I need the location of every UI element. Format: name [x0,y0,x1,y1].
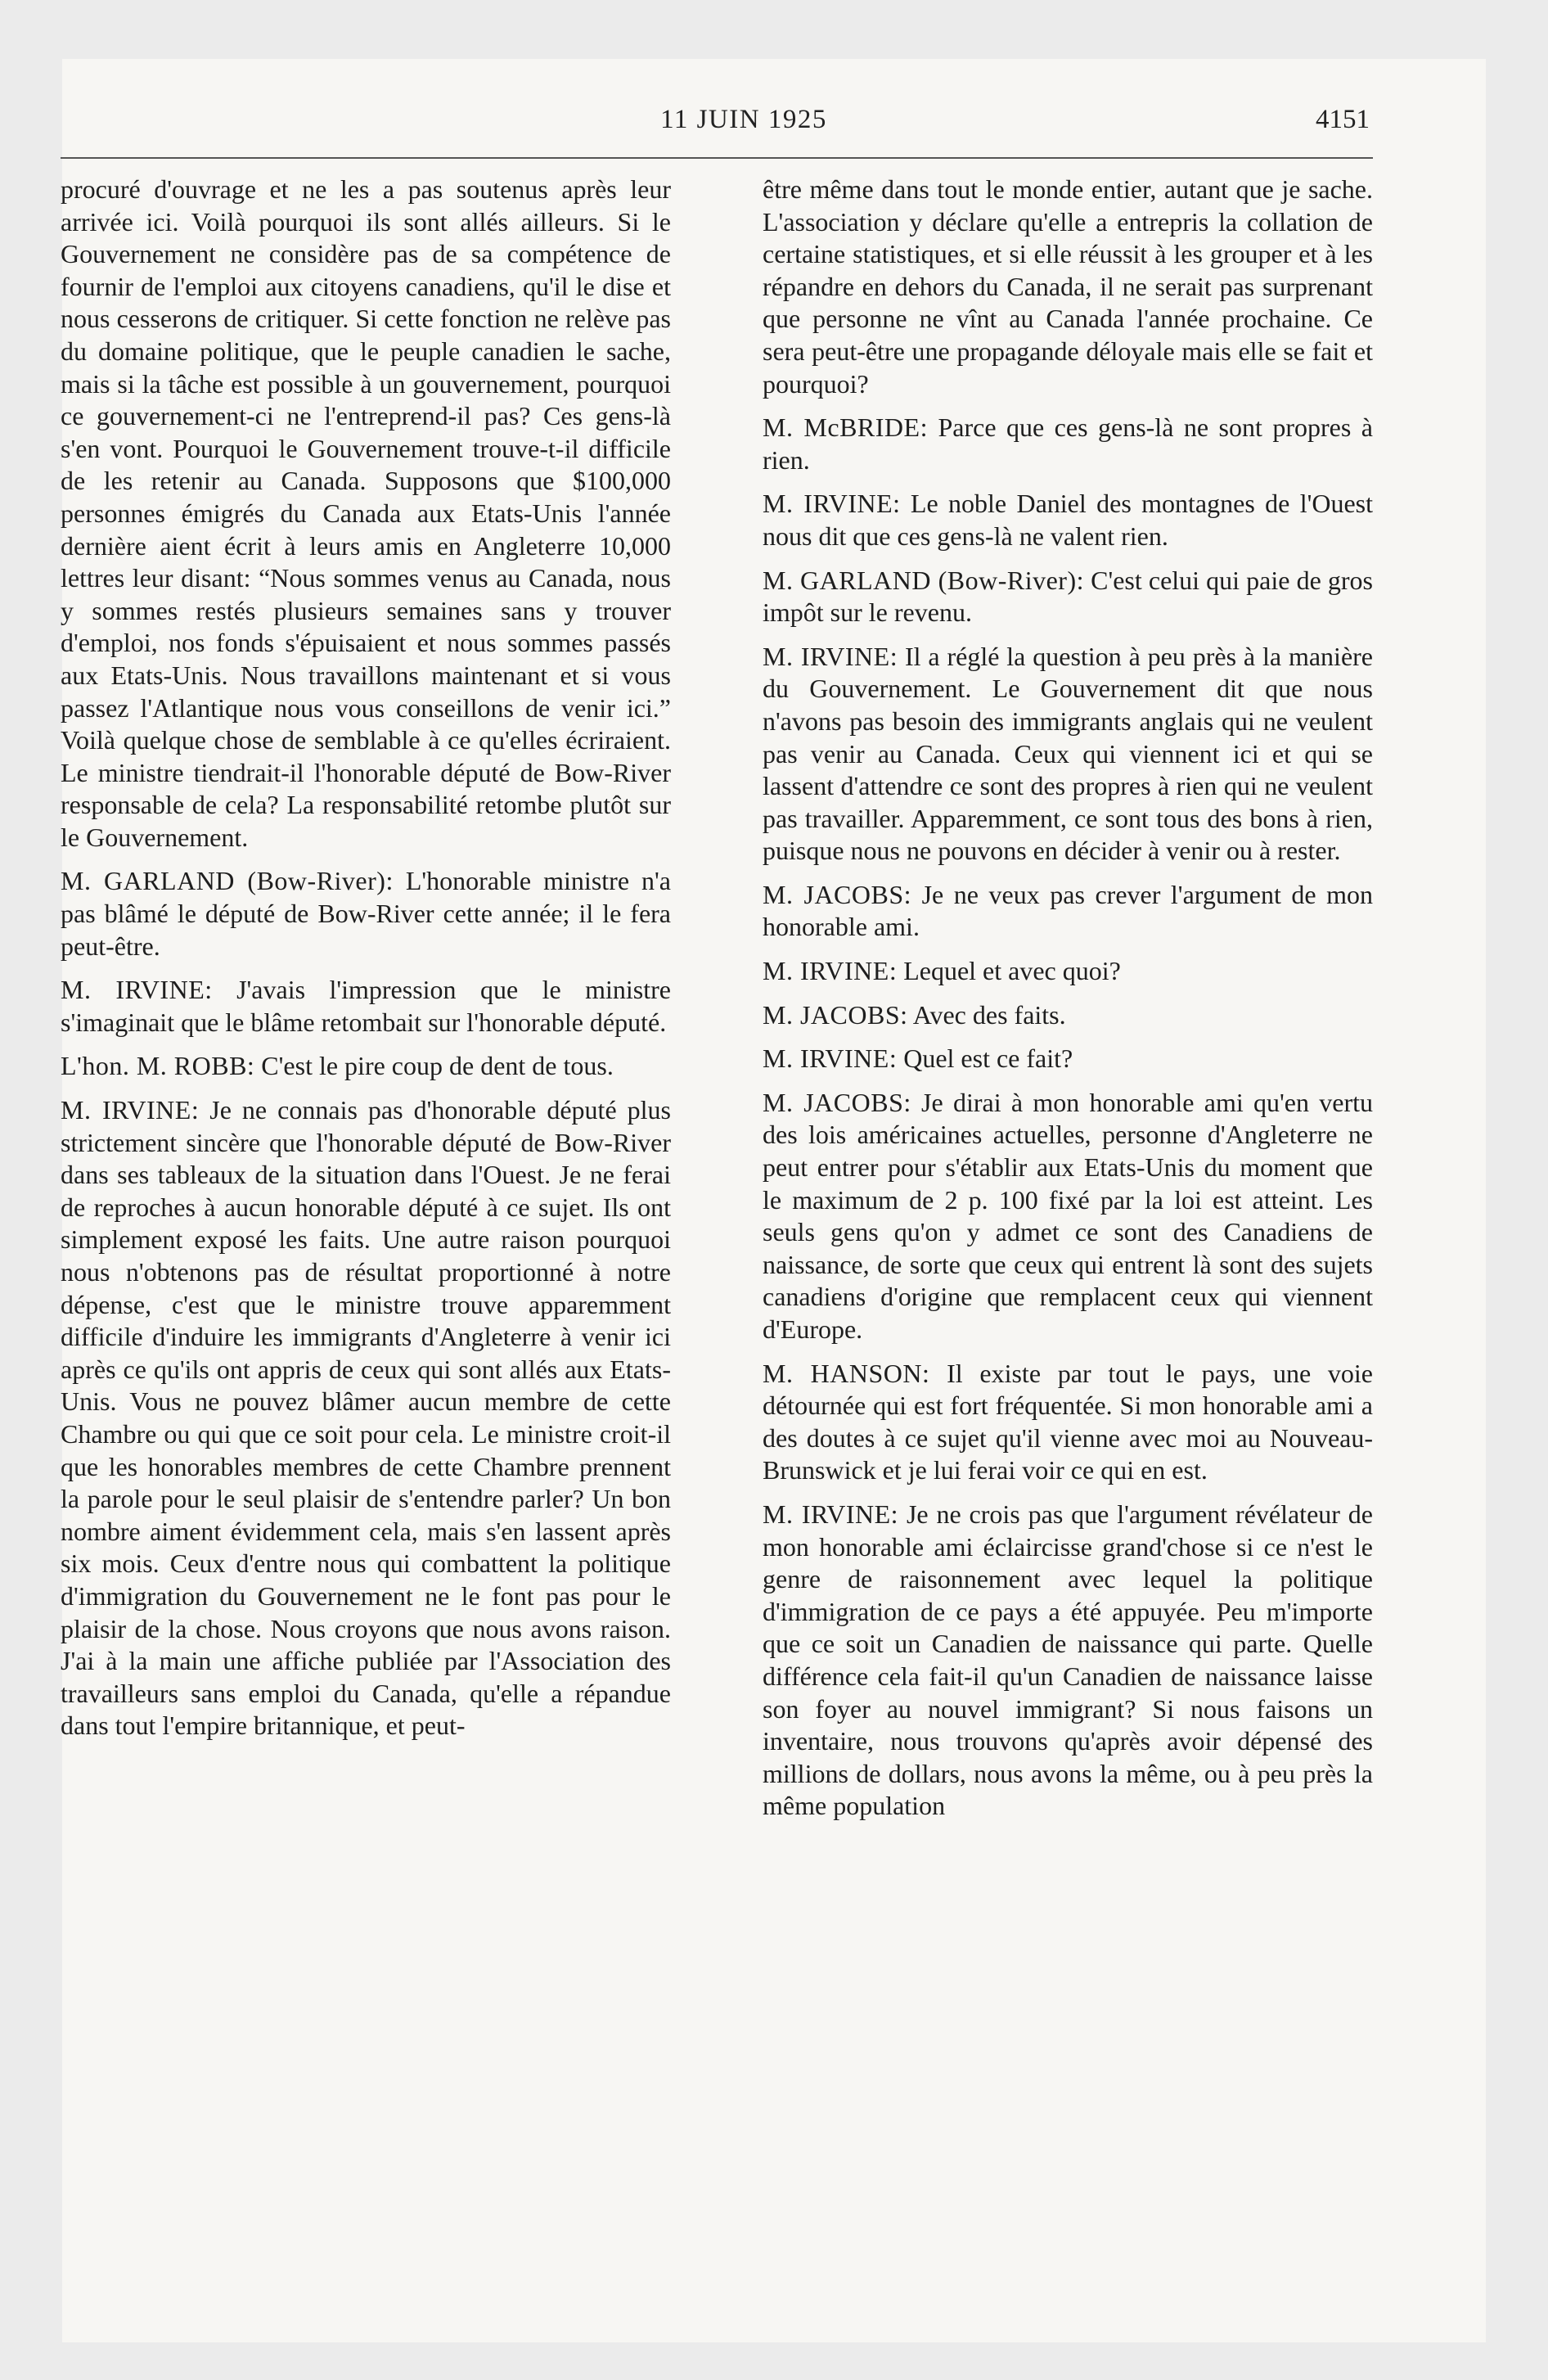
speech-paragraph [763,565,1373,629]
speaker-name: M. JACOBS: [763,999,908,1030]
speech-paragraph [763,1499,1373,1823]
speech-text: Parce que ces gens-là ne sont propres à rien. [763,412,1374,475]
speech-text: Il a réglé la question à peu près à la manière du Gouvernement. Le Gouvernement dit que nous n'avons pas besoin des immigrants anglais qui ne veulent pas venir au Canada. Ceux qui viennent ici et qui se lassent d'attendre ce sont des propres à rien qui ne veulent pas travailler. Apparemment, ce sont tous des bons à rien, puisque nous ne pouvons en décider à venir ou à rester. [763,641,1373,866]
header-date: 11 JUIN 1925 [660,105,827,134]
speech-paragraph [763,1358,1373,1487]
right-column [763,174,1373,1834]
speech-text: Avec des faits. [907,999,1066,1030]
speaker-name: M. IRVINE: [763,641,898,671]
speech-text: Je ne veux pas crever l'argument de mon honorable ami. [763,879,1374,942]
speech-text: Je dirai à mon honorable ami qu'en vertu des lois américaines actuelles, personne d'Angleterre ne peut entrer pour s'établir aux Etats-Unis du moment que le maximum de 2 p. 100 fixé par la loi est atteint. Les seuls gens qu'on y admet ce sont des Canadiens de naissance, de sorte que ceux qui entrent là sont des sujets canadiens d'origine que remplacent ceux qui viennent d'Europe. [763,1087,1374,1344]
speech-paragraph [763,955,1373,988]
speech-text: Je ne connais pas d'honorable député plus strictement sincère que l'honorable député de Bow-River dans ses tableaux de la situation dans l'Ouest. Je ne ferai de reproches à aucun honorable député à ce sujet. Ils ont simplement exposé les faits. Une autre raison pourquoi nous n'obtenons pas de résultat proportionné à notre dépense, c'est que le ministre trouve apparemment difficile d'induire les immigrants d'Angleterre à venir ici après ce qu'ils ont appris de ceux qui sont allés aux Etats-Unis. Vous ne pouvez blâmer aucun membre de cette Chambre ou qui que ce soit pour cela. Le ministre croit-il que les honorables membres de cette Chambre prennent la parole pour le seul plaisir de s'entendre parler? Un bon nombre aiment évidemment cela, mais s'en lassent après six mois. Ceux d'entre nous qui combattent la politique d'immigration du Gouvernement ne le font pas pour le plaisir de la chose. Nous croyons que nous avons raison. J'ai à la main une affiche publiée par l'Association des travailleurs sans emploi du Canada, qu'elle a répandue dans tout l'empire britannique, et peut- [61,1095,672,1741]
speech-paragraph [61,1050,671,1083]
speaker-name: M. JACOBS: [763,879,912,909]
speech-paragraph [61,974,671,1039]
speaker-name: M. IRVINE: [763,1499,899,1529]
speech-paragraph [763,879,1373,944]
speaker-name: M. IRVINE: [763,489,901,519]
speaker-name: M. JACOBS: [763,1087,911,1117]
speaker-name: M. GARLAND (Bow-River): [61,866,394,896]
speaker-name: M. McBRIDE: [763,412,928,443]
speaker-name: M. IRVINE: [61,1095,200,1125]
speech-paragraph [61,865,671,962]
speech-text: Il existe par tout le pays, une voie détournée qui est fort fréquentée. Si mon honorable ami a des doutes à ce sujet qu'il vienne avec moi au Nouveau-Brunswick et je lui ferai voir ce qui en est. [763,1358,1374,1485]
speech-text: Je ne crois pas que l'argument révélateur de mon honorable ami éclaircisse grand'chose si ce n'est le genre de raisonnement avec lequel la politique d'immigration de ce pays a été appuyée. Peu m'importe que ce soit un Canadien de naissance qui parte. Quelle différence cela fait-il qu'un Canadien de naissance laisse son foyer au nouvel immigrant? Si nous faisons un inventaire, nous trouvons qu'après avoir dépensé des millions de dollars, nous avons la même, ou à peu près la même population [763,1499,1374,1821]
left-column [61,174,671,1754]
speaker-name: M. IRVINE: [763,1044,898,1074]
speech-text: Lequel et avec quoi? [897,956,1121,986]
speech-text: C'est celui qui paie de gros impôt sur le revenu. [763,565,1374,628]
speech-paragraph [763,641,1373,868]
speech-paragraph [763,1087,1373,1346]
speaker-name: M. IRVINE: [61,975,213,1005]
speech-text: Le noble Daniel des montagnes de l'Ouest nous dit que ces gens-là ne valent rien. [763,489,1374,551]
speaker-name: M. HANSON: [763,1358,930,1388]
speech-text: J'avais l'impression que le ministre s'imaginait que le blâme retombait sur l'honorable député. [61,975,672,1037]
paragraph: être même dans tout le monde entier, autant que je sache. L'association y déclare qu'elle a entrepris la collation de certaine statistiques, et si elle réussit à les grouper et à les répandre en dehors du Canada, il ne serait pas surprenant que personne ne vînt au Canada l'année prochaine. Ce sera peut-être une propagande déloyale mais elle se fait et pourquoi? [763,174,1373,399]
page-header [61,98,1370,151]
speech-text: C'est le pire coup de dent de tous. [254,1051,614,1081]
speech-paragraph [763,999,1373,1032]
speech-text: Quel est ce fait? [897,1044,1073,1074]
header-rule [61,157,1373,159]
speech-paragraph [763,412,1373,476]
speech-paragraph [763,488,1373,552]
page-number: 4151 [1316,105,1370,134]
speaker-name: M. GARLAND (Bow-River): [763,565,1085,595]
speech-paragraph [61,1094,671,1742]
speaker-name: M. IRVINE: [763,956,898,986]
speech-paragraph [763,1043,1373,1075]
speech-text: L'honorable ministre n'a pas blâmé le député de Bow-River cette année; il le fera peut-être. [61,866,672,961]
paragraph: procuré d'ouvrage et ne les a pas soutenus après leur arrivée ici. Voilà pourquoi ils sont allés ailleurs. Si le Gouvernement ne considère pas de sa compétence de fournir de l'emploi aux citoyens canadiens, qu'il le dise et nous cesserons de critiquer. Si cette fonction ne relève pas du domaine politique, que le peuple canadien le sache, mais si la tâche est possible à un gouvernement, pourquoi ce gouvernement-ci ne l'entreprend-il pas? Ces gens-là s'en vont. Pourquoi le Gouvernement trouve-t-il difficile de les retenir au Canada. Supposons que $100,000 personnes émigrés du Canada aux Etats-Unis l'année dernière aient écrit à leurs amis en Angleterre 10,000 lettres leur disant: “Nous sommes venus au Canada, nous y sommes restés plusieurs semaines sans y trouver d'emploi, nos fonds s'épuisaient et nous sommes passés aux Etats-Unis. Nous travaillons maintenant et si vous passez l'Atlantique nous vous conseillons de venir ici.” Voilà quelque chose de semblable à ce qu'elles écriraient. Le ministre tiendrait-il l'honorable député de Bow-River responsable de cela? La responsabilité retombe plutôt sur le Gouvernement. [61,174,671,852]
speaker-name: L'hon. M. ROBB: [61,1051,255,1081]
